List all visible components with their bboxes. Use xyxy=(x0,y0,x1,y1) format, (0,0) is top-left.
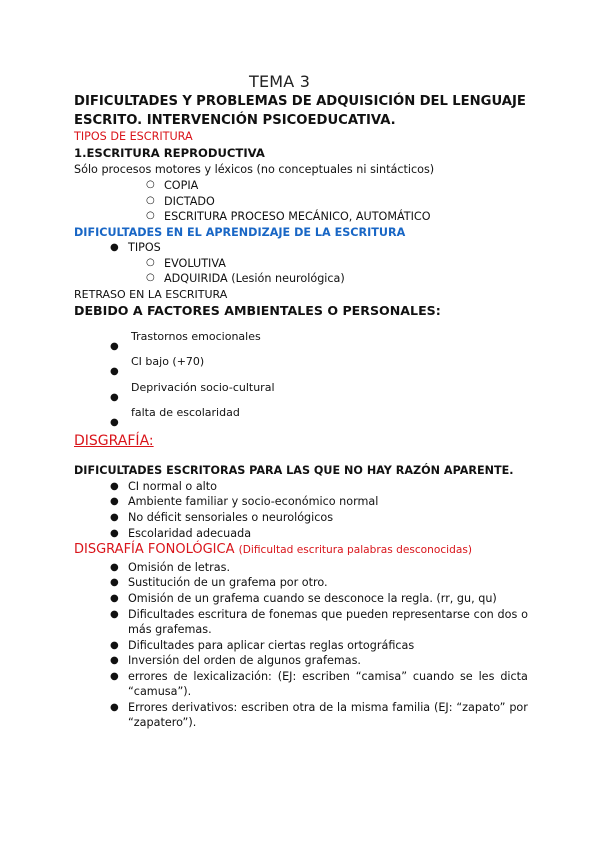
page-title: TEMA 3 xyxy=(249,72,311,91)
tipos-escritura-heading: TIPOS DE ESCRITURA xyxy=(74,130,193,143)
word: se xyxy=(459,670,473,683)
word: con xyxy=(473,608,494,621)
word: fonemas xyxy=(269,608,318,621)
word: de xyxy=(173,670,188,683)
word: (EJ: xyxy=(434,701,453,714)
word: otra xyxy=(292,701,316,714)
word: la xyxy=(337,701,347,714)
main-heading-line1 xyxy=(74,95,526,108)
word: DIFICULTADES xyxy=(74,94,179,109)
bullet-icon: ● xyxy=(110,671,119,682)
fonologica-item-line1 xyxy=(128,702,528,713)
word: escritura xyxy=(197,608,248,621)
disgrafia-subheading: DIFICULTADES ESCRITORAS PARA LAS QUE NO HAY RAZÓN APARENTE. xyxy=(74,464,514,477)
disgrafia-item: Escolaridad adecuada xyxy=(128,527,252,540)
factores-heading: DEBIDO A FACTORES AMBIENTALES O PERSONALES: xyxy=(74,303,441,318)
retraso-escritura: RETRASO EN LA ESCRITURA xyxy=(74,288,228,301)
word: (EJ: xyxy=(277,670,297,683)
word: pueden xyxy=(346,608,389,621)
fonologica-item-line1 xyxy=(128,671,528,682)
bullet-icon: ● xyxy=(110,242,119,253)
bullet-icon: ● xyxy=(110,417,119,428)
word: que xyxy=(321,608,343,621)
bullet-icon: ● xyxy=(110,640,119,651)
hollow-bullet-icon: ○ xyxy=(146,257,155,268)
bullet-icon: ● xyxy=(110,392,119,403)
word: DEL xyxy=(419,94,448,109)
reproductiva-item: COPIA xyxy=(164,179,199,192)
fonologica-note: (Dificultad escritura palabras desconocidas) xyxy=(238,544,472,556)
bullet-icon: ● xyxy=(110,496,119,507)
factor-item: Trastornos emocionales xyxy=(131,330,261,343)
bullet-icon: ● xyxy=(110,609,119,620)
fonologica-item: Dificultades para aplicar ciertas reglas ortográficas xyxy=(128,639,415,652)
fonologica-item-line1 xyxy=(128,609,528,620)
fonologica-item: Omisión de letras. xyxy=(128,561,230,574)
word: por xyxy=(509,701,528,714)
bullet-icon: ● xyxy=(110,577,119,588)
word: o xyxy=(521,608,528,621)
fonologica-item: Sustitución de un grafema por otro. xyxy=(128,576,328,589)
tipos-label: TIPOS xyxy=(128,241,161,254)
word: ADQUISICIÓN xyxy=(316,94,416,109)
word: errores xyxy=(128,670,168,683)
disgrafia-item: Ambiente familiar y socio-económico normal xyxy=(128,495,379,508)
word: Y xyxy=(182,94,192,109)
word: Dificultades xyxy=(128,608,195,621)
tipo-item: ADQUIRIDA (Lesión neurológica) xyxy=(164,272,345,285)
disgrafia-item: No déficit sensoriales o neurológicos xyxy=(128,511,334,524)
bullet-icon: ● xyxy=(110,481,119,492)
fonologica-heading xyxy=(74,543,472,556)
fonologica-item-line2: “camusa”). xyxy=(128,685,192,698)
bullet-icon: ● xyxy=(110,528,119,539)
word: de xyxy=(319,701,334,714)
hollow-bullet-icon: ○ xyxy=(146,210,155,221)
word: Errores xyxy=(128,701,168,714)
word: cuando xyxy=(412,670,455,683)
word: “camisa” xyxy=(355,670,407,683)
fonologica-title: DISGRAFÍA FONOLÓGICA xyxy=(74,542,235,557)
word: DE xyxy=(291,94,312,109)
reproductiva-item: ESCRITURA PROCESO MECÁNICO, AUTOMÁTICO xyxy=(164,210,431,223)
hollow-bullet-icon: ○ xyxy=(146,179,155,190)
word: dos xyxy=(497,608,518,621)
word: LENGUAJE xyxy=(452,94,526,109)
hollow-bullet-icon: ○ xyxy=(146,195,155,206)
factor-item: CI bajo (+70) xyxy=(131,355,205,368)
bullet-icon: ● xyxy=(110,341,119,352)
word: derivativos: xyxy=(171,701,238,714)
main-heading-line2: ESCRITO. INTERVENCIÓN PSICOEDUCATIVA. xyxy=(74,113,396,128)
disgrafia-item: CI normal o alto xyxy=(128,480,218,493)
fonologica-item-line2: “zapatero”). xyxy=(128,716,197,729)
word: escriben xyxy=(302,670,350,683)
reproductiva-item: DICTADO xyxy=(164,195,215,208)
word: escriben xyxy=(241,701,289,714)
bullet-icon: ● xyxy=(110,512,119,523)
tipo-item: EVOLUTIVA xyxy=(164,257,226,270)
factor-item: falta de escolaridad xyxy=(131,406,240,419)
word: de xyxy=(251,608,266,621)
hollow-bullet-icon: ○ xyxy=(146,272,155,283)
bullet-icon: ● xyxy=(110,593,119,604)
bullet-icon: ● xyxy=(110,655,119,666)
reproductiva-heading: 1.ESCRITURA REPRODUCTIVA xyxy=(74,146,265,160)
dificultades-aprendizaje-heading: DIFICULTADES EN EL APRENDIZAJE DE LA ESCRITURA xyxy=(74,226,406,239)
word: representarse xyxy=(391,608,470,621)
word: lexicalización: xyxy=(193,670,272,683)
fonologica-item: Inversión del orden de algunos grafemas. xyxy=(128,654,361,667)
word: les xyxy=(478,670,495,683)
word: misma xyxy=(350,701,389,714)
word: “zapato” xyxy=(456,701,506,714)
disgrafia-heading: DISGRAFÍA: xyxy=(74,433,154,449)
fonologica-item-line2: más grafemas. xyxy=(128,623,212,636)
reproductiva-description: Sólo procesos motores y léxicos (no conceptuales ni sintácticos) xyxy=(74,163,435,176)
bullet-icon: ● xyxy=(110,702,119,713)
bullet-icon: ● xyxy=(110,366,119,377)
word: PROBLEMAS xyxy=(196,94,288,109)
word: dicta xyxy=(500,670,528,683)
factor-item: Deprivación socio-cultural xyxy=(131,381,275,394)
word: familia xyxy=(392,701,431,714)
bullet-icon: ● xyxy=(110,562,119,573)
fonologica-item: Omisión de un grafema cuando se desconoce la regla. (rr, gu, qu) xyxy=(128,592,497,605)
